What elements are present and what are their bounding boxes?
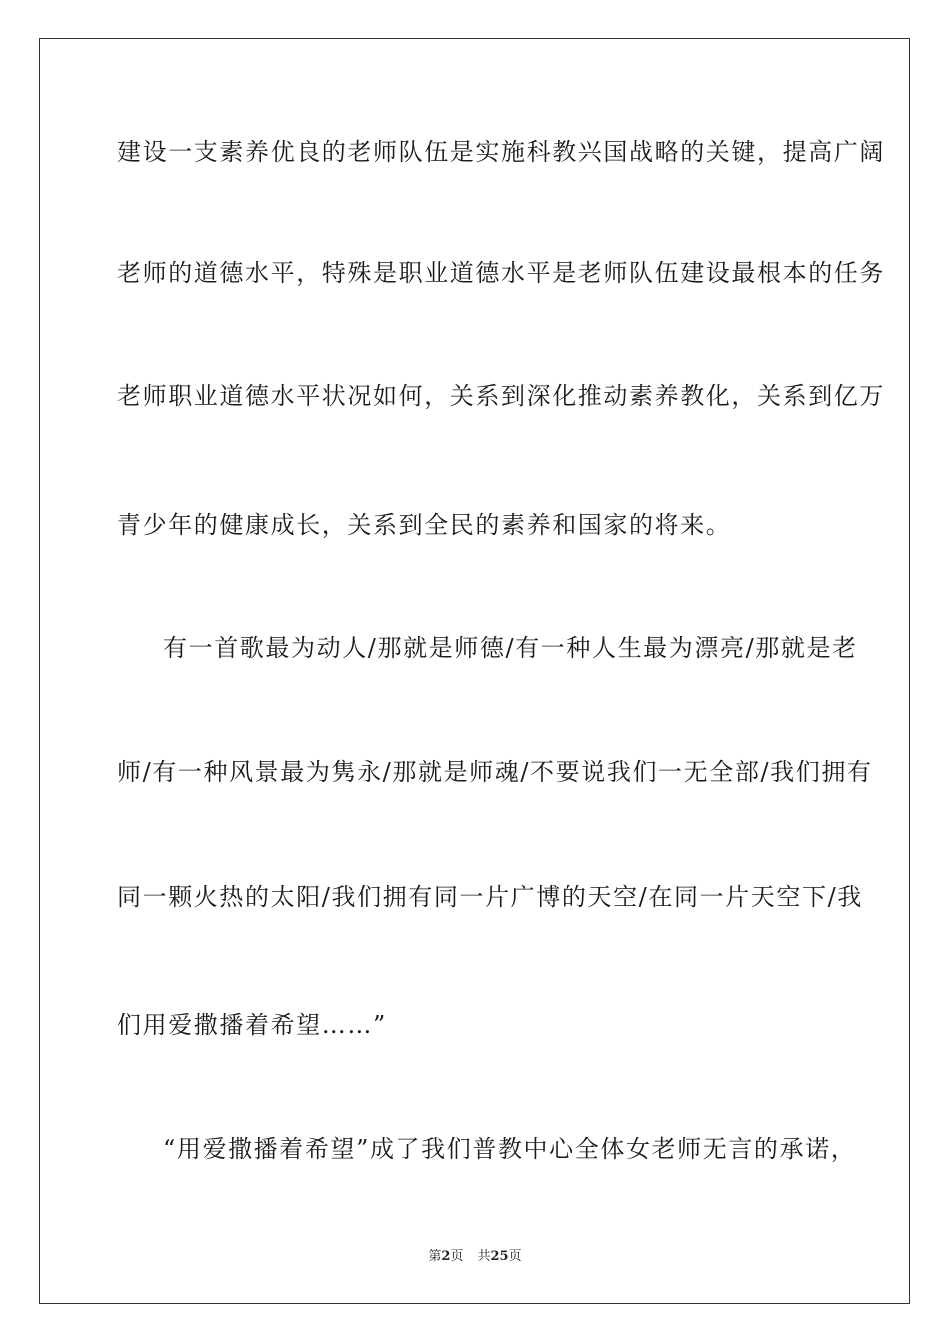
- total-pages: 25: [490, 1249, 509, 1264]
- paragraph-line: 老师的道德水平，特殊是职业道德水平是老师队伍建设最根本的任务: [117, 259, 885, 287]
- paragraph-line: 老师职业道德水平状况如何，关系到深化推动素养教化，关系到亿万: [117, 382, 885, 410]
- page-prefix: 第: [428, 1249, 442, 1264]
- page-footer: [0, 1248, 950, 1266]
- paragraph-line: 青少年的健康成长，关系到全民的素养和国家的将来。: [117, 511, 732, 539]
- paragraph-line: 有一首歌最为动人/那就是师德/有一种人生最为漂亮/那就是老: [163, 634, 858, 662]
- paragraph-line: “用爱撒播着希望”成了我们普教中心全体女老师无言的承诺，: [163, 1135, 857, 1163]
- paragraph-line: 建设一支素养优良的老师队伍是实施科教兴国战略的关键，提高广阔: [117, 138, 885, 166]
- page-number: 2: [441, 1249, 451, 1264]
- paragraph-line: 师/有一种风景最为隽永/那就是师魂/不要说我们一无全部/我们拥有: [117, 758, 873, 786]
- total-suffix: 页: [508, 1249, 522, 1264]
- page-suffix: 页: [450, 1249, 464, 1264]
- paragraph-line: 们用爱撒播着希望……”: [117, 1011, 387, 1039]
- page-border: [39, 38, 910, 1304]
- paragraph-line: 同一颗火热的太阳/我们拥有同一片广博的天空/在同一片天空下/我: [117, 883, 863, 911]
- total-prefix: 共: [477, 1249, 491, 1264]
